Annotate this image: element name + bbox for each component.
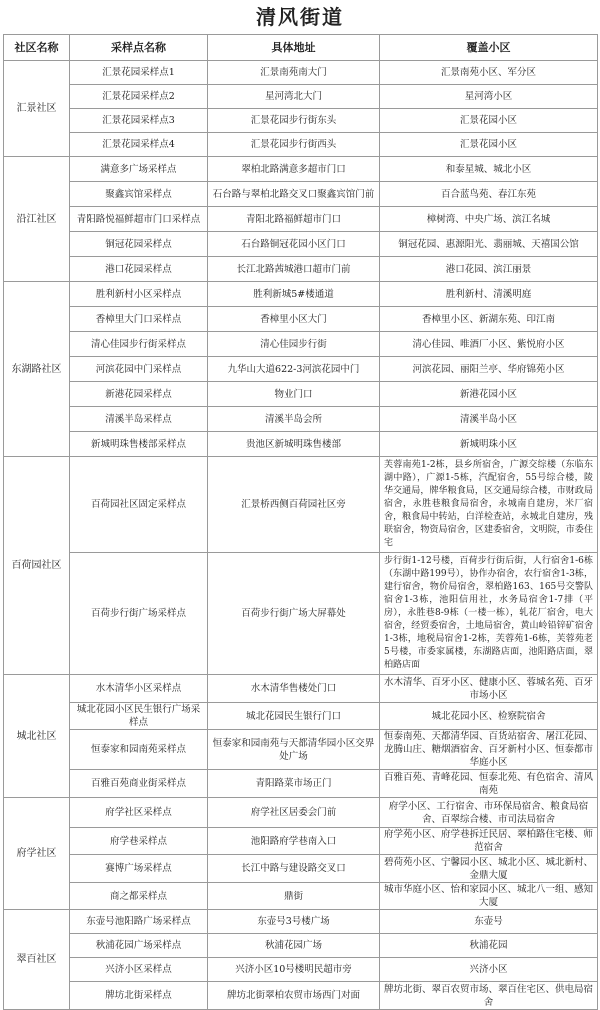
community-name-cell: 翠百社区 bbox=[4, 910, 70, 1010]
coverage-cell: 河滨花园、丽阳兰亭、华府锦苑小区 bbox=[380, 357, 598, 382]
site-name-cell: 汇景花园采样点3 bbox=[70, 109, 208, 133]
coverage-cell: 步行街1-12号楼，百荷步行街后街，人行宿舍1-6栋（东湖中路199号），协作办宿舍，农行宿舍1-3栋，建行宿舍，物价局宿舍，翠柏路163、165号交警队宿舍1-3栋，池阳信用社，水务局宿舍1-7排（平房），永胜巷8-9栋（一楼一栋），轧花厂宿舍，电大宿舍，经贸委宿舍，土地局宿舍，黄山岭铅锌矿宿舍1-3栋，地税局宿舍1-2栋，芙蓉苑1-6栋，芙蓉苑老5号楼，市委家属楼，东湖路店面，池阳路店面，翠柏路店面 bbox=[380, 553, 598, 675]
coverage-cell: 香樟里小区、新湖东苑、印江南 bbox=[380, 307, 598, 332]
site-name-cell: 清心佳园步行街采样点 bbox=[70, 332, 208, 357]
site-name-cell: 新城明珠售楼部采样点 bbox=[70, 432, 208, 457]
address-cell: 石台路铜冠花园小区门口 bbox=[208, 232, 380, 257]
table-row bbox=[4, 157, 598, 182]
table-row bbox=[4, 432, 598, 457]
header-address: 具体地址 bbox=[208, 35, 380, 61]
table-row bbox=[4, 407, 598, 432]
coverage-cell: 芙蓉南苑1-2栋，县乡所宿舍，广源交综楼（东临东湖中路），广源1-5栋，汽配宿舍，55号综合楼，陵华交通局，牌华粮食局，区交通局综合楼，市财政局宿舍，永胜巷粮食局宿舍，永城南自建房，米厂宿舍，粮食局中转站，白洋检查站，永城北自建房，残联宿舍，物资局宿舍，区建委宿舍，文明院，市委住宅 bbox=[380, 457, 598, 553]
coverage-cell: 府学小区、工行宿舍、市环保局宿舍、粮食局宿舍、百翠综合楼、市司法局宿舍 bbox=[380, 798, 598, 828]
table-row bbox=[4, 232, 598, 257]
site-name-cell: 商之都采样点 bbox=[70, 883, 208, 910]
address-cell: 鼎街 bbox=[208, 883, 380, 910]
site-name-cell: 兴济小区采样点 bbox=[70, 958, 208, 982]
site-name-cell: 铜冠花园采样点 bbox=[70, 232, 208, 257]
community-name-cell: 府学社区 bbox=[4, 798, 70, 910]
coverage-cell: 汇景花园小区 bbox=[380, 109, 598, 133]
address-cell: 胜利新城5#楼通道 bbox=[208, 282, 380, 307]
site-name-cell: 百荷园社区固定采样点 bbox=[70, 457, 208, 553]
site-name-cell: 恒泰家和园南苑采样点 bbox=[70, 730, 208, 770]
sampling-sites-table bbox=[3, 34, 598, 1010]
coverage-cell: 铜冠花园、惠源阳光、翡丽城、天禧国公馆 bbox=[380, 232, 598, 257]
table-row bbox=[4, 798, 598, 828]
coverage-cell: 碧荷苑小区、宁馨园小区、城北小区、城北新村、金鼎大厦 bbox=[380, 855, 598, 883]
table-row bbox=[4, 382, 598, 407]
address-cell: 九华山大道622-3河滨花园中门 bbox=[208, 357, 380, 382]
coverage-cell: 府学苑小区、府学巷拆迁民居、翠柏路住宅楼、师范宿舍 bbox=[380, 828, 598, 855]
address-cell: 池阳路府学巷南入口 bbox=[208, 828, 380, 855]
coverage-cell: 汇景花园小区 bbox=[380, 133, 598, 157]
coverage-cell: 百合蓝鸟苑、春江东苑 bbox=[380, 182, 598, 207]
address-cell: 星河湾北大门 bbox=[208, 85, 380, 109]
site-name-cell: 胜利新村小区采样点 bbox=[70, 282, 208, 307]
table-row bbox=[4, 828, 598, 855]
address-cell: 百荷步行街广场大屏幕处 bbox=[208, 553, 380, 675]
header-site-name: 采样点名称 bbox=[70, 35, 208, 61]
address-cell: 香樟里小区大门 bbox=[208, 307, 380, 332]
coverage-cell: 清心佳园、唯酒厂小区、紫悦府小区 bbox=[380, 332, 598, 357]
community-name-cell: 沿江社区 bbox=[4, 157, 70, 282]
table-row bbox=[4, 307, 598, 332]
table-row bbox=[4, 910, 598, 934]
address-cell: 贵池区新城明珠售楼部 bbox=[208, 432, 380, 457]
address-cell: 汇景南苑南大门 bbox=[208, 61, 380, 85]
site-name-cell: 牌坊北街采样点 bbox=[70, 982, 208, 1010]
site-name-cell: 府学社区采样点 bbox=[70, 798, 208, 828]
community-name-cell: 东湖路社区 bbox=[4, 282, 70, 457]
site-name-cell: 百雅百苑商业街采样点 bbox=[70, 770, 208, 798]
address-cell: 牌坊北街翠柏农贸市场西门对面 bbox=[208, 982, 380, 1010]
address-cell: 长江北路茜城港口超市门前 bbox=[208, 257, 380, 282]
coverage-cell: 新港花园小区 bbox=[380, 382, 598, 407]
site-name-cell: 府学巷采样点 bbox=[70, 828, 208, 855]
table-row bbox=[4, 675, 598, 703]
address-cell: 青阳路菜市场正门 bbox=[208, 770, 380, 798]
coverage-cell: 恒泰南苑、天都清华园、百货站宿舍、屠江花园、龙腾山庄、糖烟酒宿舍、百牙新村小区、恒泰都市华庭小区 bbox=[380, 730, 598, 770]
site-name-cell: 满意多广场采样点 bbox=[70, 157, 208, 182]
coverage-cell: 和泰星城、城北小区 bbox=[380, 157, 598, 182]
address-cell: 水木清华售楼处门口 bbox=[208, 675, 380, 703]
address-cell: 石台路与翠柏北路交叉口聚鑫宾馆门前 bbox=[208, 182, 380, 207]
address-cell: 长江中路与建设路交叉口 bbox=[208, 855, 380, 883]
site-name-cell: 赛博广场采样点 bbox=[70, 855, 208, 883]
page-title: 清风街道 bbox=[256, 5, 344, 29]
table-row bbox=[4, 703, 598, 730]
table-row bbox=[4, 257, 598, 282]
table-row bbox=[4, 109, 598, 133]
coverage-cell: 百雅百苑、青峰花园、恒泰北苑、有色宿舍、清风南苑 bbox=[380, 770, 598, 798]
address-cell: 兴济小区10号楼明民超市旁 bbox=[208, 958, 380, 982]
table-header-row bbox=[4, 35, 598, 61]
site-name-cell: 青阳路悦福鲜超市门口采样点 bbox=[70, 207, 208, 232]
header-coverage: 覆盖小区 bbox=[380, 35, 598, 61]
community-name-cell: 百荷园社区 bbox=[4, 457, 70, 675]
table-row bbox=[4, 182, 598, 207]
table-row bbox=[4, 133, 598, 157]
address-cell: 清心佳园步行街 bbox=[208, 332, 380, 357]
address-cell: 物业门口 bbox=[208, 382, 380, 407]
coverage-cell: 新城明珠小区 bbox=[380, 432, 598, 457]
address-cell: 东壶号3号楼广场 bbox=[208, 910, 380, 934]
table-row bbox=[4, 357, 598, 382]
table-row bbox=[4, 61, 598, 85]
site-name-cell: 港口花园采样点 bbox=[70, 257, 208, 282]
community-name-cell: 汇景社区 bbox=[4, 61, 70, 157]
coverage-cell: 东壶号 bbox=[380, 910, 598, 934]
coverage-cell: 汇景南苑小区、军分区 bbox=[380, 61, 598, 85]
site-name-cell: 水木清华小区采样点 bbox=[70, 675, 208, 703]
table-row bbox=[4, 730, 598, 770]
coverage-cell: 樟树湾、中央广场、滨江名城 bbox=[380, 207, 598, 232]
address-cell: 秋浦花园广场 bbox=[208, 934, 380, 958]
coverage-cell: 兴济小区 bbox=[380, 958, 598, 982]
site-name-cell: 清溪半岛采样点 bbox=[70, 407, 208, 432]
site-name-cell: 汇景花园采样点1 bbox=[70, 61, 208, 85]
header-community: 社区名称 bbox=[4, 35, 70, 61]
site-name-cell: 聚鑫宾馆采样点 bbox=[70, 182, 208, 207]
site-name-cell: 城北花园小区民生银行广场采样点 bbox=[70, 703, 208, 730]
table-row bbox=[4, 883, 598, 910]
community-name-cell: 城北社区 bbox=[4, 675, 70, 798]
table-row bbox=[4, 207, 598, 232]
table-row bbox=[4, 855, 598, 883]
address-cell: 城北花园民生银行门口 bbox=[208, 703, 380, 730]
table-row bbox=[4, 770, 598, 798]
site-name-cell: 香樟里大门口采样点 bbox=[70, 307, 208, 332]
address-cell: 汇景花园步行街西头 bbox=[208, 133, 380, 157]
site-name-cell: 河滨花园中门采样点 bbox=[70, 357, 208, 382]
coverage-cell: 水木清华、百牙小区、健康小区、蓉城名苑、百牙市场小区 bbox=[380, 675, 598, 703]
table-row bbox=[4, 958, 598, 982]
site-name-cell: 东壶号池阳路广场采样点 bbox=[70, 910, 208, 934]
site-name-cell: 秋浦花园广场采样点 bbox=[70, 934, 208, 958]
table-row bbox=[4, 282, 598, 307]
coverage-cell: 星河湾小区 bbox=[380, 85, 598, 109]
address-cell: 青阳北路福鲜超市门口 bbox=[208, 207, 380, 232]
site-name-cell: 新港花园采样点 bbox=[70, 382, 208, 407]
site-name-cell: 汇景花园采样点4 bbox=[70, 133, 208, 157]
address-cell: 清溪半岛会所 bbox=[208, 407, 380, 432]
address-cell: 恒泰家和园南苑与天都清华园小区交界处广场 bbox=[208, 730, 380, 770]
coverage-cell: 清溪半岛小区 bbox=[380, 407, 598, 432]
coverage-cell: 秋浦花园 bbox=[380, 934, 598, 958]
table-row bbox=[4, 85, 598, 109]
site-name-cell: 汇景花园采样点2 bbox=[70, 85, 208, 109]
coverage-cell: 港口花园、滨江丽景 bbox=[380, 257, 598, 282]
address-cell: 汇景桥西侧百荷园社区旁 bbox=[208, 457, 380, 553]
address-cell: 府学社区居委会门前 bbox=[208, 798, 380, 828]
coverage-cell: 胜利新村、清溪明庭 bbox=[380, 282, 598, 307]
address-cell: 汇景花园步行街东头 bbox=[208, 109, 380, 133]
coverage-cell: 牌坊北街、翠百农贸市场、翠百住宅区、供电局宿舍 bbox=[380, 982, 598, 1010]
table-row bbox=[4, 457, 598, 553]
table-row bbox=[4, 553, 598, 675]
table-row bbox=[4, 934, 598, 958]
coverage-cell: 城北花园小区、检察院宿舍 bbox=[380, 703, 598, 730]
address-cell: 翠柏北路满意多超市门口 bbox=[208, 157, 380, 182]
coverage-cell: 城市华庭小区、怡和家园小区、城北八一组、感知大厦 bbox=[380, 883, 598, 910]
table-body bbox=[4, 61, 598, 1010]
table-row bbox=[4, 332, 598, 357]
site-name-cell: 百荷步行街广场采样点 bbox=[70, 553, 208, 675]
